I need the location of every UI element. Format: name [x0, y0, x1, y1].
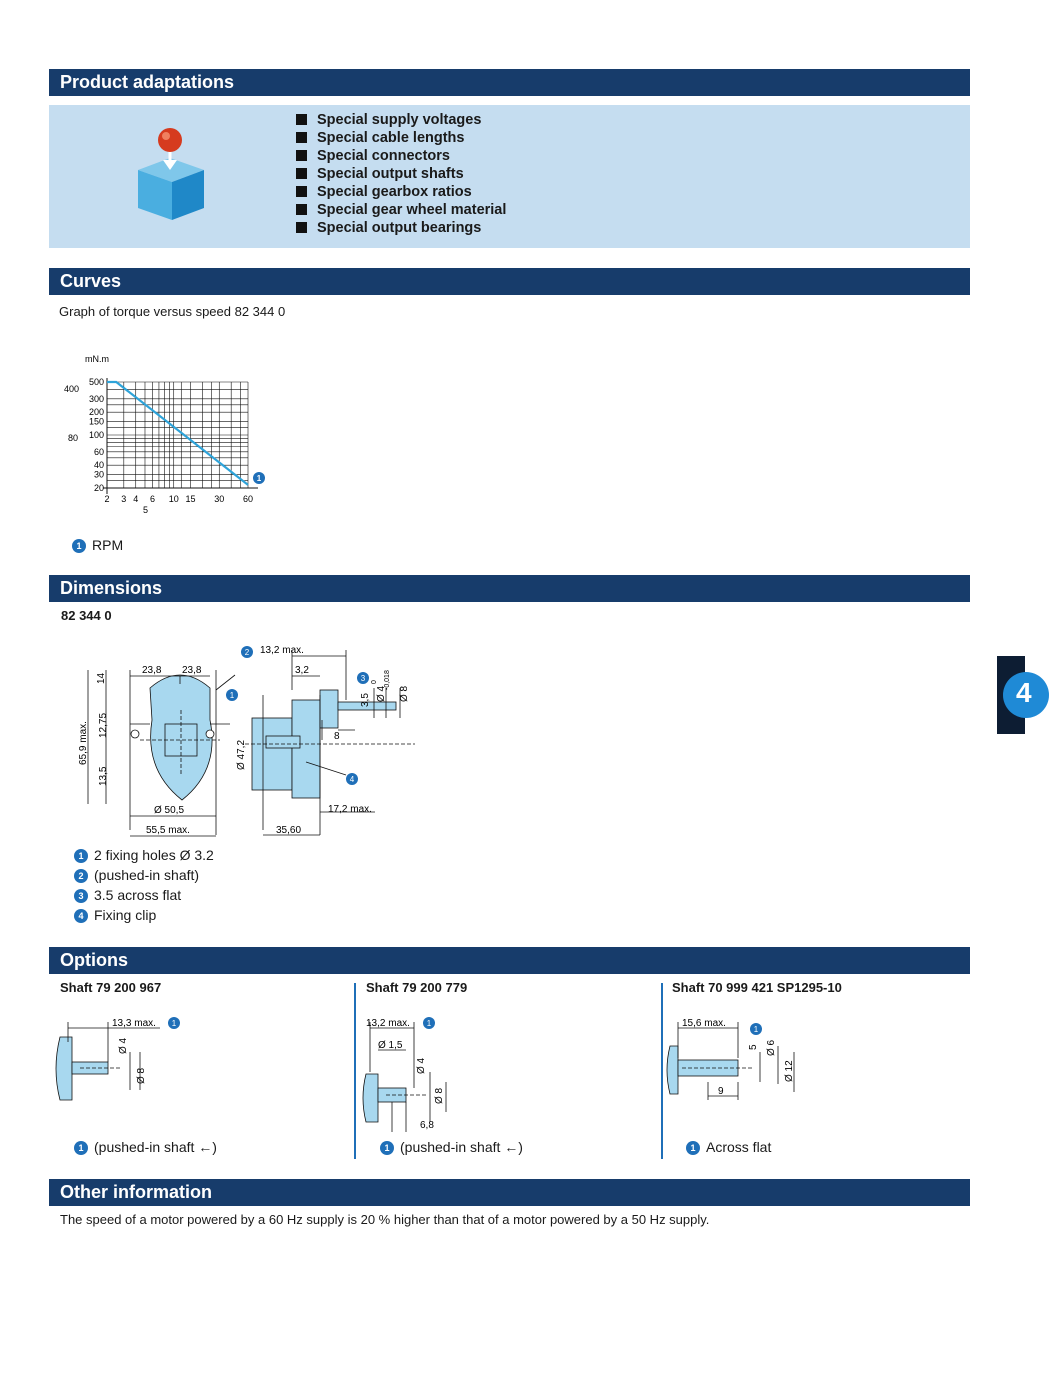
y-tick-label: 500: [88, 377, 104, 387]
list-item: 3 3.5 across flat: [74, 885, 214, 905]
dim-35: 3,5: [360, 693, 371, 707]
torque-curve: [107, 382, 248, 485]
shaft-drawing-3: [662, 1012, 822, 1112]
y-tick-label: 20: [93, 483, 104, 493]
list-item: Special output shafts: [296, 165, 506, 183]
callout-1: 1: [229, 691, 235, 700]
callout-2: 2: [244, 648, 250, 657]
shaft-drawing-2: [356, 1012, 516, 1142]
x-tick-label: 15: [185, 494, 196, 504]
chapter-tab-label: 4: [1016, 677, 1032, 708]
dim-8: 8: [334, 731, 340, 742]
list-item: Special output bearings: [296, 219, 506, 237]
dim-w2: 23,8: [182, 665, 202, 676]
y-tick-label: 200: [88, 407, 104, 418]
option-legend-2: 1 (pushed-in shaft ←): [380, 1137, 523, 1157]
y-axis-label: mN.m: [85, 354, 109, 364]
svg-text:1: 1: [753, 1025, 759, 1034]
svg-text:9: 9: [718, 1086, 724, 1097]
section-header-dimensions: Dimensions: [49, 575, 970, 602]
section-header-adaptations: Product adaptations: [49, 69, 970, 96]
list-item: Special cable lengths: [296, 129, 506, 147]
dim-d4-tol-low: -0,018: [384, 670, 391, 690]
svg-text:13,2 max.: 13,2 max.: [366, 1018, 410, 1029]
list-item: Special gear wheel material: [296, 201, 506, 219]
dim-shaft-max: 13,2 max.: [260, 645, 304, 656]
section-header-options: Options: [49, 947, 970, 974]
svg-text:15,6 max.: 15,6 max.: [682, 1018, 726, 1029]
svg-text:Ø 8: Ø 8: [434, 1087, 445, 1104]
y-axis-ticks: [89, 377, 104, 493]
x-tick-label: 10: [168, 494, 179, 504]
y-tick-label: 100: [88, 430, 104, 440]
svg-text:5: 5: [748, 1044, 759, 1050]
option-legend-1: 1 (pushed-in shaft ←): [74, 1137, 217, 1157]
option-legend-3: 1 Across flat: [686, 1137, 771, 1157]
dim-h-top: 14: [96, 672, 107, 684]
dim-h-bot: 13,5: [98, 766, 109, 786]
list-item: Special gearbox ratios: [296, 183, 506, 201]
x-tick-label: 60: [242, 494, 254, 504]
list-item: Special supply voltages: [296, 111, 506, 129]
y-tick-label: 40: [93, 460, 104, 471]
svg-text:Ø 8: Ø 8: [136, 1067, 147, 1084]
chapter-tab: [997, 656, 1032, 734]
chart-callout: 1: [256, 474, 262, 483]
dim-h-max: 65,9 max.: [78, 721, 89, 765]
torque-speed-chart: [55, 348, 285, 518]
other-info-text: The speed of a motor powered by a 60 Hz supply is 20 % higher than that of a motor powered by a 50 Hz supply.: [60, 1212, 710, 1227]
svg-text:13,3 max.: 13,3 max.: [112, 1018, 156, 1029]
y-tick-label: 150: [88, 416, 104, 427]
svg-text:Ø 6: Ø 6: [766, 1039, 777, 1056]
section-header-other: Other information: [49, 1179, 970, 1206]
svg-text:1: 1: [426, 1019, 432, 1028]
option-title-2: Shaft 79 200 779: [366, 980, 468, 995]
x-tick-label: 6: [150, 494, 156, 504]
curve-legend: [72, 535, 123, 555]
list-item: 2 (pushed-in shaft): [74, 865, 214, 885]
x-tick-label: 30: [214, 494, 225, 504]
dimensions-legend: [74, 845, 214, 925]
dim-dia: Ø 50,5: [154, 805, 185, 816]
list-item: 1 2 fixing holes Ø 3.2: [74, 845, 214, 865]
y-outer-tick: 80: [68, 433, 79, 443]
svg-text:Ø 1,5: Ø 1,5: [378, 1040, 403, 1051]
callout-4: 4: [349, 775, 355, 784]
dim-h-mid: 12,75: [98, 712, 109, 738]
dimension-drawing: [70, 640, 430, 845]
customize-box-icon: [132, 124, 212, 224]
adaptations-list: [296, 111, 506, 237]
svg-text:1: 1: [171, 1019, 177, 1028]
curve-caption: Graph of torque versus speed 82 344 0: [59, 304, 286, 319]
dim-d8: Ø 8: [399, 685, 410, 702]
dimensions-model: 82 344 0: [61, 608, 112, 623]
callout-3: 3: [360, 674, 366, 683]
legend-text: RPM: [92, 537, 124, 553]
svg-text:Ø 12: Ø 12: [784, 1060, 795, 1082]
dim-d472: Ø 47,2: [236, 739, 247, 770]
svg-text:Ø 4: Ø 4: [118, 1037, 129, 1054]
y-tick-label: 300: [88, 393, 104, 404]
dim-d4: Ø 4: [376, 685, 387, 702]
option-title-1: Shaft 79 200 967: [60, 980, 162, 995]
list-item: Special connectors: [296, 147, 506, 165]
chart-grid: [103, 378, 258, 494]
dim-172: 17,2 max.: [328, 804, 372, 815]
dim-32: 3,2: [295, 665, 309, 676]
dim-width: 55,5 max.: [146, 825, 190, 836]
x-tick-label: 4: [133, 494, 139, 504]
y-tick-label: 30: [93, 469, 104, 480]
x-tick-label: 3: [121, 494, 127, 504]
legend-num: 1: [72, 539, 86, 553]
x-axis-ticks: [104, 494, 253, 504]
svg-text:6,8: 6,8: [420, 1120, 434, 1131]
y-tick-label: 60: [93, 446, 104, 457]
x-sub-tick: 5: [143, 505, 149, 515]
x-tick-label: 2: [104, 494, 110, 504]
option-title-3: Shaft 70 999 421 SP1295-10: [672, 980, 842, 995]
dim-w1: 23,8: [142, 665, 162, 676]
shaft-drawing-1: [50, 1012, 210, 1122]
dim-d4-tol-up: 0: [371, 680, 378, 684]
dim-3560: 35,60: [276, 825, 302, 836]
section-header-curves: Curves: [49, 268, 970, 295]
list-item: 4 Fixing clip: [74, 905, 214, 925]
svg-text:Ø 4: Ø 4: [416, 1057, 427, 1074]
y-outer-tick: 400: [64, 384, 80, 394]
